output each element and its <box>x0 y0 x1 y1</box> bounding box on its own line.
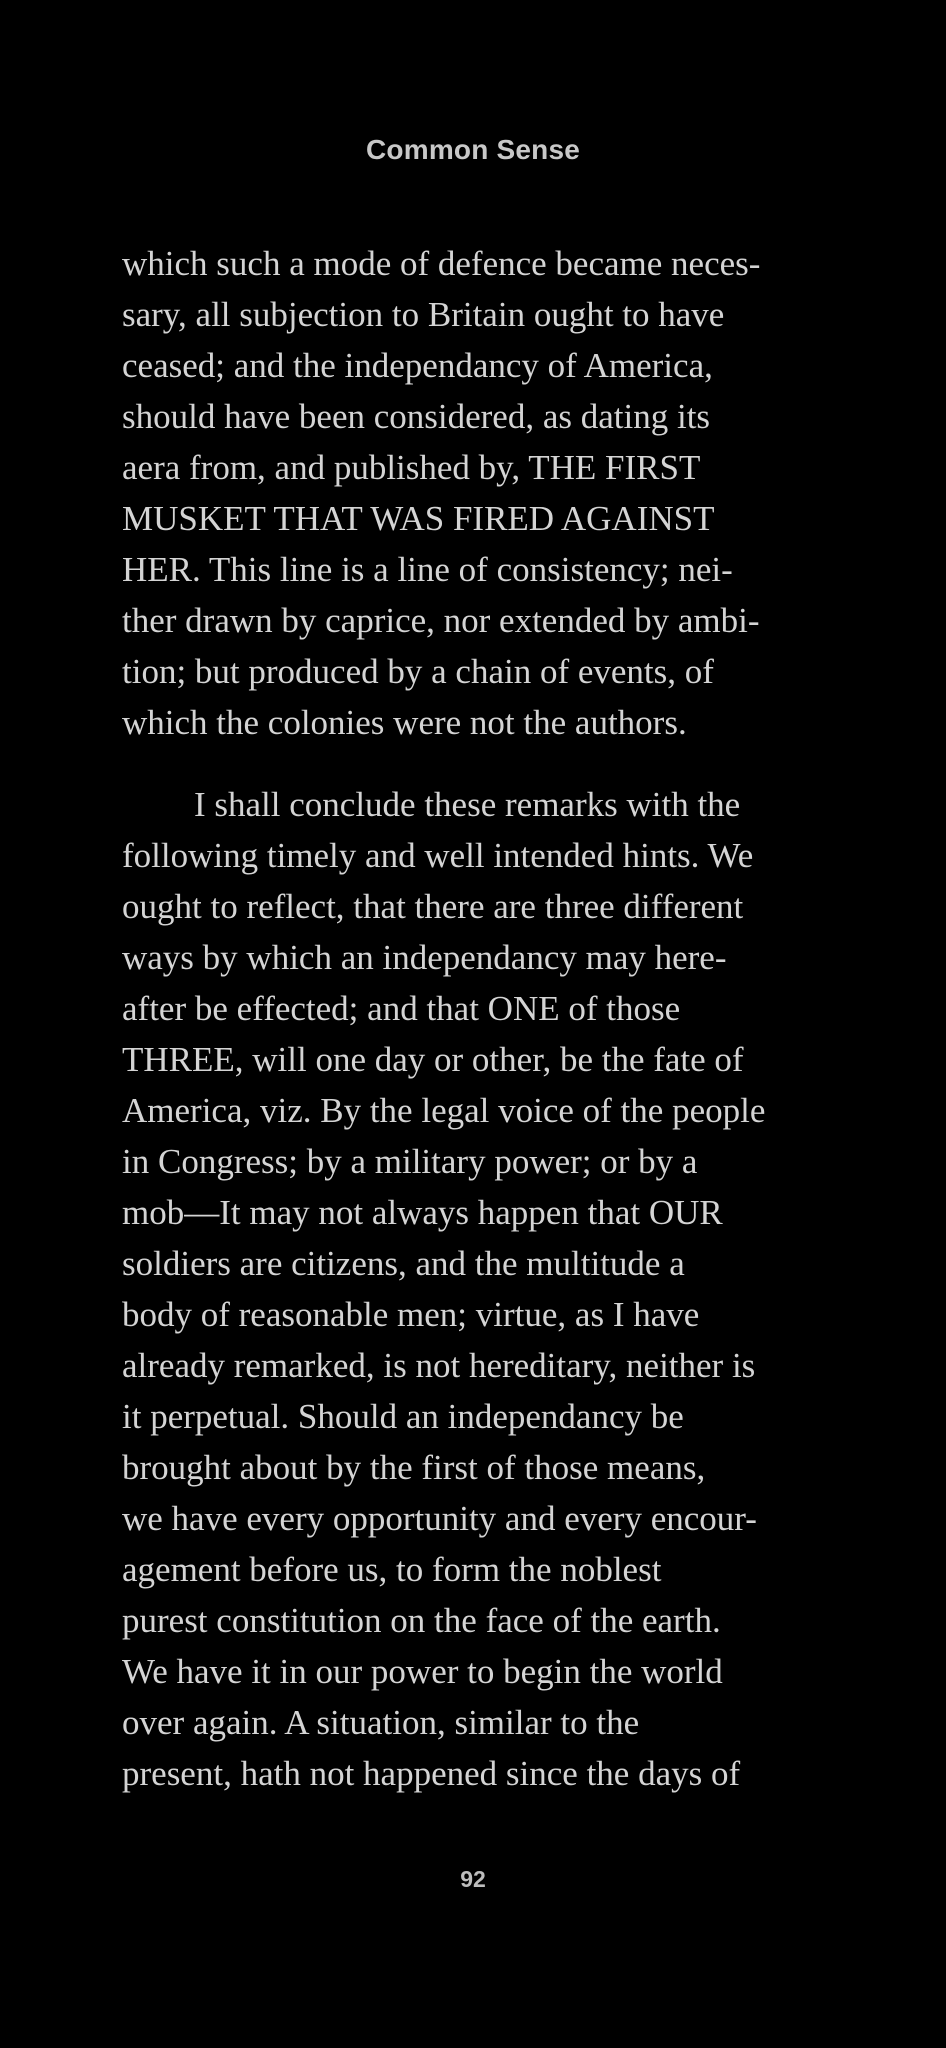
paragraph-2 <box>122 779 862 1799</box>
text-line: aera from, and published by, THE FIRST <box>122 448 701 487</box>
book-title: Common Sense <box>366 134 580 165</box>
page-number: 92 <box>460 1866 486 1892</box>
text-line: ther drawn by caprice, nor extended by ambi- <box>122 601 760 640</box>
text-line: THREE, will one day or other, be the fate of <box>122 1040 744 1079</box>
text-line: sary, all subjection to Britain ought to have <box>122 295 725 334</box>
text-line: ought to reflect, that there are three different <box>122 887 744 926</box>
text-line: which such a mode of defence became neces- <box>122 244 761 283</box>
text-line: after be effected; and that ONE of those <box>122 989 681 1028</box>
text-line: following timely and well intended hints. We <box>122 836 754 875</box>
text-line: ways by which an independancy may here- <box>122 938 727 977</box>
text-line: tion; but produced by a chain of events, of <box>122 652 714 691</box>
text-line: HER. This line is a line of consistency; nei- <box>122 550 733 589</box>
paragraph-1 <box>122 238 862 748</box>
text-line: I shall conclude these remarks with the <box>194 785 741 824</box>
text-line: it perpetual. Should an independancy be <box>122 1397 684 1436</box>
text-line: We have it in our power to begin the world <box>122 1652 723 1691</box>
text-line: purest constitution on the face of the earth. <box>122 1601 721 1640</box>
text-line: over again. A situation, similar to the <box>122 1703 640 1742</box>
text-line: agement before us, to form the noblest <box>122 1550 662 1589</box>
text-line: present, hath not happened since the days of <box>122 1754 741 1793</box>
text-line: brought about by the first of those means, <box>122 1448 706 1487</box>
text-line: America, viz. By the legal voice of the people <box>122 1091 766 1130</box>
text-line: we have every opportunity and every encour- <box>122 1499 757 1538</box>
text-line: MUSKET THAT WAS FIRED AGAINST <box>122 499 715 538</box>
text-line: soldiers are citizens, and the multitude a <box>122 1244 685 1283</box>
text-line: which the colonies were not the authors. <box>122 703 687 742</box>
text-line: ceased; and the independancy of America, <box>122 346 713 385</box>
page-text <box>122 238 862 1799</box>
text-line: in Congress; by a military power; or by a <box>122 1142 698 1181</box>
text-line: mob—It may not always happen that OUR <box>122 1193 723 1232</box>
text-line: already remarked, is not hereditary, neither is <box>122 1346 756 1385</box>
text-line: should have been considered, as dating its <box>122 397 711 436</box>
text-line: body of reasonable men; virtue, as I have <box>122 1295 700 1334</box>
